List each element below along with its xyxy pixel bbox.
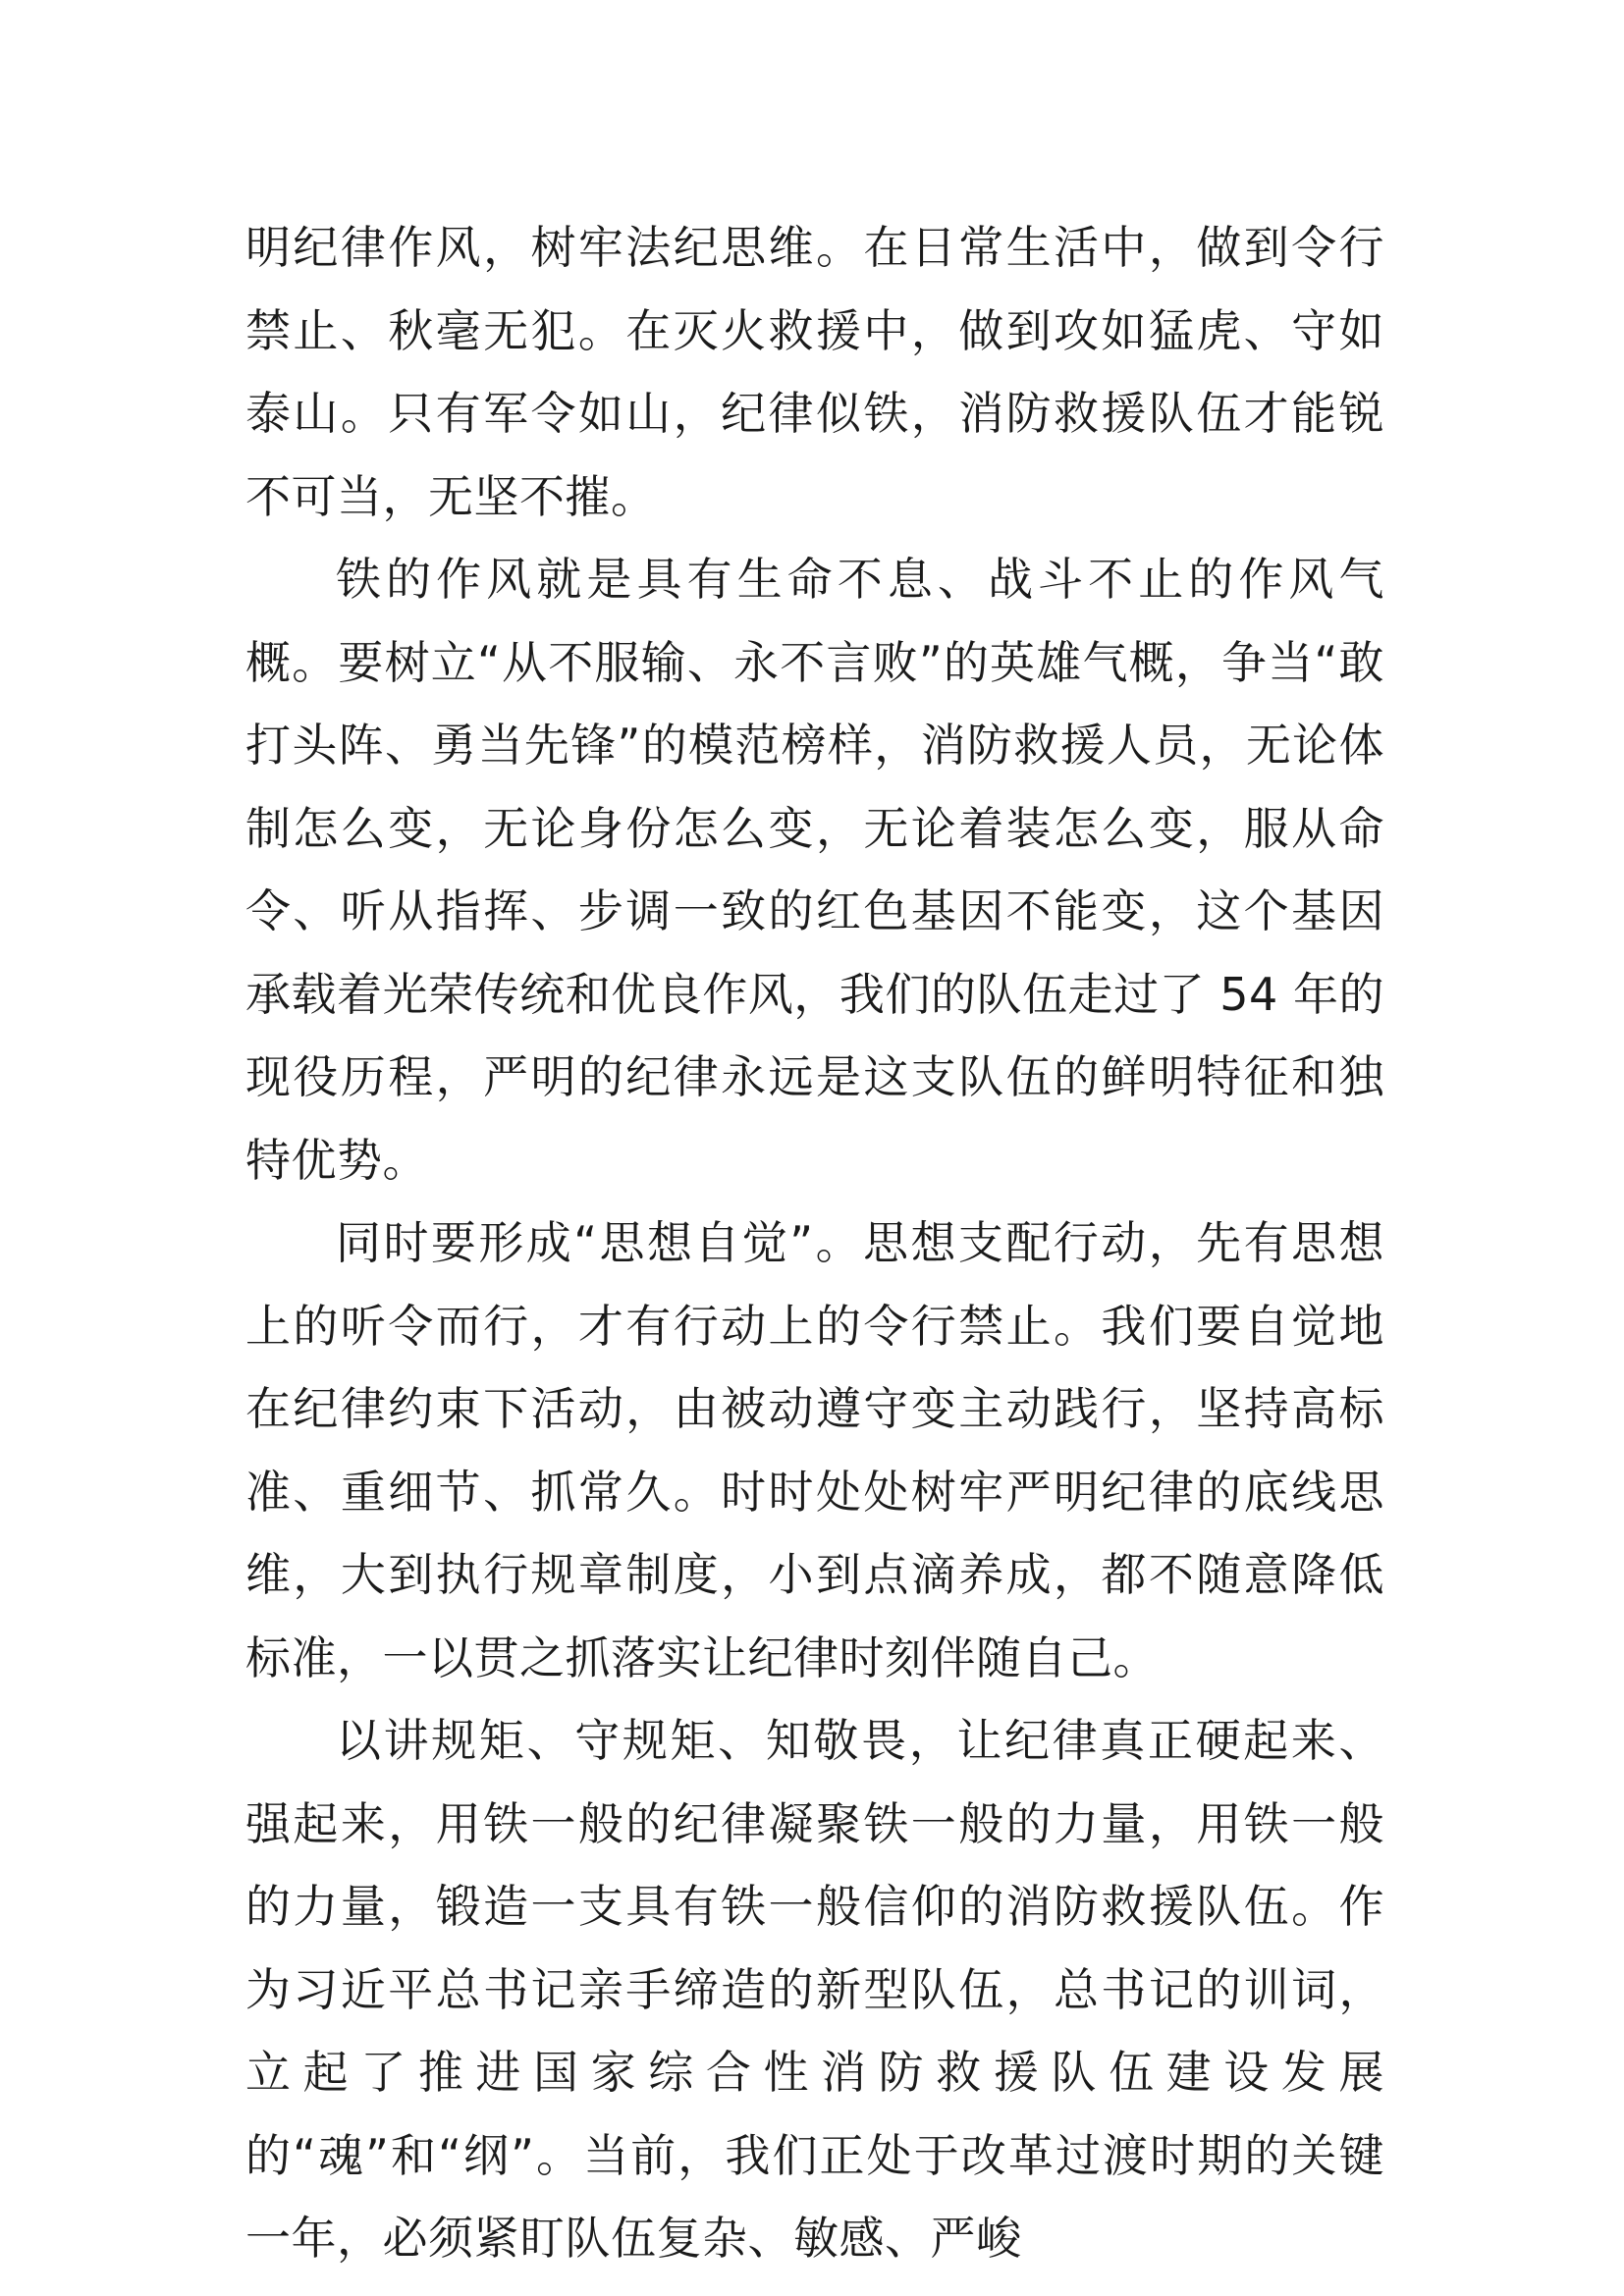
paragraph-iron-style: 铁的作风就是具有生命不息、战斗不止的作风气概。要树立“从不服输、永不言败”的英雄气概，争当“敢打头阵、勇当先锋”的模范榜样，消防救援人员，无论体制怎么变，无论身份怎么变，无论着装怎么变，服从命令、听从指挥、步调一致的红色基因不能变，这个基因承载着光荣传统和优良作风，我们的队伍走过了 54 年的现役历程，严明的纪律永远是这支队伍的鲜明特征和独特优势。 xyxy=(245,553,1384,1187)
paragraph-rules-discipline: 以讲规矩、守规矩、知敬畏，让纪律真正硬起来、强起来，用铁一般的纪律凝聚铁一般的力量，用铁一般的力量，锻造一支具有铁一般信仰的消防救援队伍。作为习近平总书记亲手缔造的新型队伍，总书记的训词，立起了推进国家综合性消防救援队伍建设发展的“魂”和“纲”。当前，我们正处于改革过渡时期的关键一年，必须紧盯队伍复杂、敏感、严峻 xyxy=(245,1714,1384,2265)
document-body xyxy=(245,206,1384,2280)
paragraph-continuation: 明纪律作风，树牢法纪思维。在日常生活中，做到令行禁止、秋毫无犯。在灭火救援中，做到攻如猛虎、守如泰山。只有军令如山，纪律似铁，消防救援队伍才能锐不可当，无坚不摧。 xyxy=(245,221,1384,523)
paragraph-thought-awareness: 同时要形成“思想自觉”。思想支配行动，先有思想上的听令而行，才有行动上的令行禁止。我们要自觉地在纪律约束下活动，由被动遵守变主动践行，坚持高标准、重细节、抓常久。时时处处树牢严明纪律的底线思维，大到执行规章制度，小到点滴养成，都不随意降低标准，一以贯之抓落实让纪律时刻伴随自己。 xyxy=(245,1216,1384,1684)
